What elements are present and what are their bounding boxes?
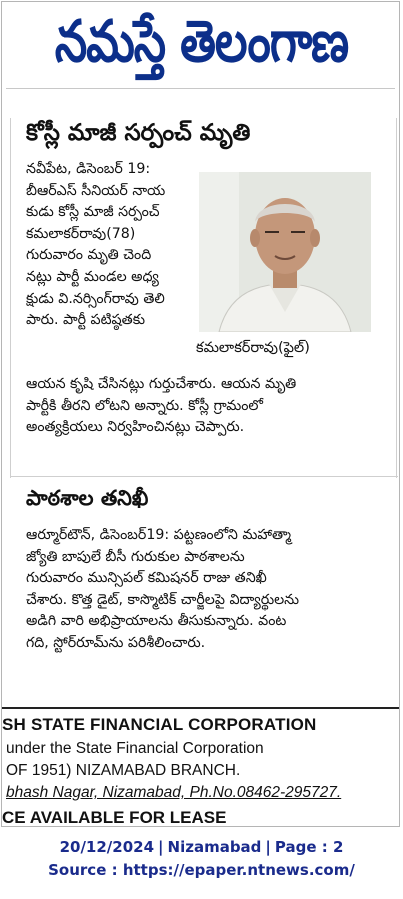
article-line: నవీపేట, డిసెంబర్‌ 19: — [26, 161, 151, 177]
advertisement-line: under the State Financial Corporation — [6, 740, 264, 757]
article-line: జ్యోతి బాపులే బీసీ గురుకుల పాఠశాలను — [26, 548, 245, 565]
footer-edition: Nizamabad — [167, 838, 262, 856]
portrait-figure-icon — [199, 172, 371, 332]
column-rule-right — [396, 118, 397, 478]
article-line: కమలాకర్‌రావు(78) — [26, 225, 136, 242]
footer-separator: | — [158, 838, 164, 856]
article-line: నట్లు పార్టీ మండల అధ్య — [26, 268, 159, 285]
article-body-wide — [26, 374, 386, 439]
newspaper-clipping — [1, 1, 400, 827]
column-rule-left — [10, 118, 11, 478]
footer-separator: | — [265, 838, 271, 856]
article-line: బీఆర్‌ఎస్‌ సీనియర్‌ నాయ — [26, 182, 166, 199]
article-line: చేశారు. కొత్త డైట్‌, కాస్మొటిక్‌ చార్జీలపై విద్యార్థులను — [26, 591, 300, 608]
portrait-photo — [199, 172, 371, 332]
article-line: క్షుడు వి.నర్సింగ్‌రావు తెలి — [26, 290, 165, 307]
article-line: పారు. పార్టీ పటిష్ఠతకు — [26, 312, 146, 329]
article-line: గురువారం మృతి చెంది — [26, 247, 152, 264]
advertisement-box — [2, 707, 400, 827]
section-divider — [10, 476, 398, 477]
article-headline: కోస్లీ మాజీ సర్పంచ్‌ మృతి — [26, 120, 251, 146]
article-line: అంత్యక్రియలు నిర్వహించినట్లు చెప్పారు. — [26, 419, 245, 436]
footer-source[interactable]: Source : https://epaper.ntnews.com/ — [48, 861, 355, 879]
article-line: గురువారం మున్సిపల్‌ కమిషనర్‌ రాజు తనిఖీ — [26, 570, 267, 587]
article-body — [26, 525, 386, 655]
masthead — [2, 2, 400, 80]
masthead-divider — [6, 88, 395, 89]
article-line: అడిగి వారి అభిప్రాయాలను తీసుకున్నారు. వంట — [26, 613, 287, 630]
article-line: కుడు కోస్లీ మాజీ సర్పంచ్‌ — [26, 204, 160, 221]
photo-caption: కమలాకర్‌రావు(ఫైల్‌) — [196, 340, 310, 356]
masthead-title: నమస్తే తెలంగాణ — [54, 7, 349, 75]
advertisement-line: OF 1951) NIZAMABAD BRANCH. — [6, 762, 241, 779]
article-body-narrow — [26, 159, 196, 332]
article-headline: పాఠశాల తనిఖీ — [26, 486, 149, 510]
footer-page: Page : 2 — [274, 838, 344, 856]
advertisement-heading: SH STATE FINANCIAL CORPORATION — [2, 715, 317, 734]
article-line: గది, స్టోర్‌రూమ్‌ను పరిశీలించారు. — [26, 634, 206, 651]
advertisement-address: bhash Nagar, Nizamabad, Ph.No.08462-295727. — [6, 784, 342, 801]
footer-edition-info — [0, 838, 403, 856]
article-line: పార్టీకి తీరని లోటని అన్నారు. కోస్లీ గ్రామంలో — [26, 397, 263, 414]
footer-date: 20/12/2024 — [59, 838, 155, 856]
article-line: ఆయన కృషి చేసినట్లు గుర్తుచేశారు. ఆయన మృతి — [26, 376, 297, 392]
advertisement-notice: CE AVAILABLE FOR LEASE — [2, 808, 227, 827]
article-line: ఆర్మూర్‌టౌన్‌, డిసెంబర్‌19: పట్టణంలోని మహాత్మా — [26, 527, 292, 543]
